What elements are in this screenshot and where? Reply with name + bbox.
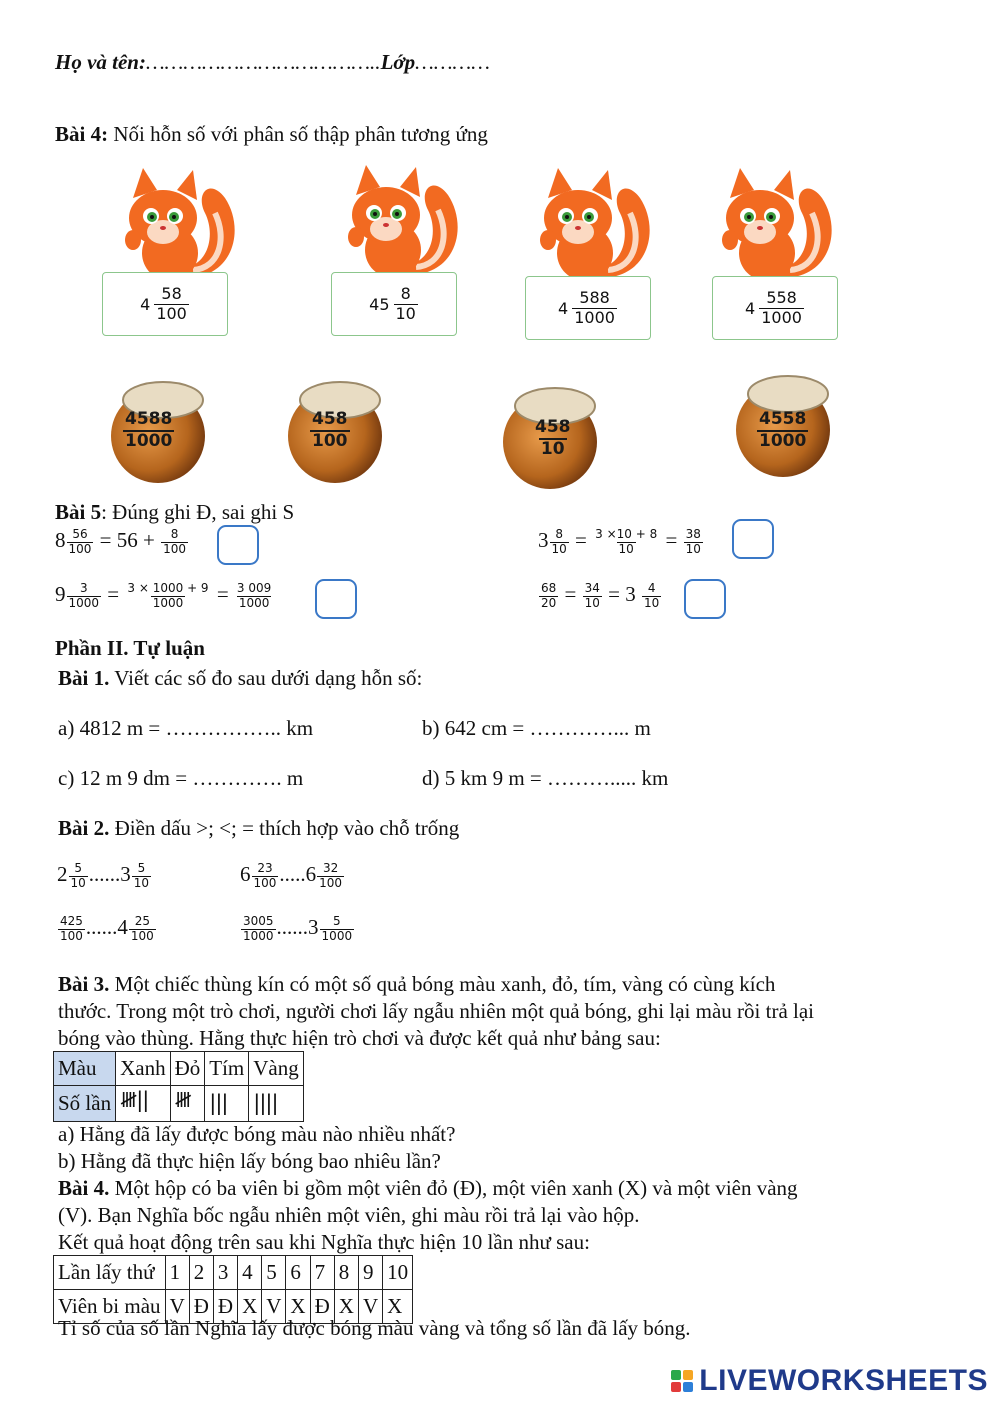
nut-num: 458: [535, 417, 571, 437]
nut-num: 4588: [125, 409, 173, 429]
cell: 3: [213, 1256, 237, 1290]
cell: X: [334, 1290, 358, 1324]
marble-table: [53, 1255, 413, 1324]
p3-line-2: thước. Trong một trò chơi, người chơi lấy ngẫu nhiên một quả bóng, ghi lại màu rồi trả lại: [58, 999, 814, 1023]
b5-expr-3: 9 $\frac{3}{1000}$ = $\frac{3 \times 1000 + 9}{1000}$ = $\frac{3 009}{1000}$: [55, 581, 272, 610]
p3-line-3: bóng vào thùng. Hằng thực hiện trò chơi và được kết quả như bảng sau:: [58, 1026, 661, 1050]
cell: 1: [165, 1256, 189, 1290]
mixed-card-2[interactable]: [331, 272, 457, 336]
squirrel-icon: [722, 168, 832, 281]
cell: 8: [334, 1256, 358, 1290]
b5-expr-2: 3 $\frac{8}{10}$ = $\frac{3 \times 10 + 8}{10}$ = $\frac{38}{10}$: [538, 527, 701, 556]
nut-den: 10: [540, 438, 565, 459]
card-den: 1000: [574, 307, 615, 327]
card-den: 100: [156, 303, 187, 323]
card-whole: 4: [558, 298, 569, 318]
p4-question: Tỉ số của số lần Nghĩa lấy được bóng màu vàng và tổng số lần đã lấy bóng.: [58, 1316, 691, 1340]
card-den: 1000: [761, 307, 802, 327]
nut-fraction-1[interactable]: [122, 410, 175, 451]
cell: 10: [383, 1256, 413, 1290]
cell-header: Màu: [54, 1052, 116, 1086]
cell-header: Số lần: [54, 1086, 116, 1122]
compare-3[interactable]: $\frac{425}{100}$ ......4 $\frac{25}{100}$: [60, 914, 154, 943]
cell: Tím: [205, 1052, 249, 1086]
name-dots[interactable]: ………………………………..: [145, 50, 381, 74]
p2-heading: Bài 2. Điền dấu >; <; = thích hợp vào chỗ trống: [58, 816, 460, 840]
b5-expr-4: $\frac{68}{20}$ = $\frac{34}{10}$ = 3 $\frac{4}{10}$: [541, 581, 660, 610]
cell: 5: [262, 1256, 286, 1290]
p1-item-b[interactable]: b) 642 cm = …………... m: [422, 716, 651, 740]
answer-box-1[interactable]: [217, 525, 259, 565]
card-whole: 4: [140, 294, 151, 314]
part2-title: Phần II. Tự luận: [55, 636, 205, 660]
cell-header: Lần lấy thứ: [54, 1256, 166, 1290]
logo-icon: [671, 1370, 693, 1392]
cell: Đỏ: [170, 1052, 205, 1086]
squirrel-icon: [348, 165, 458, 278]
mixed-card-1[interactable]: [102, 272, 228, 336]
cell: Đ: [213, 1290, 237, 1324]
squirrel-icon: [125, 168, 235, 281]
p4-line-2: (V). Bạn Nghĩa bốc ngẫu nhiên một viên, ghi màu rồi trả lại vào hộp.: [58, 1203, 640, 1227]
cell: 4: [238, 1256, 262, 1290]
squirrels: [0, 160, 1000, 285]
card-num: 8: [400, 284, 411, 304]
cell-header: Viên bi màu: [54, 1290, 166, 1324]
tally-cell: |||: [205, 1086, 249, 1122]
b4-instruction: Nối hỗn số với phân số thập phân tương ứng: [108, 122, 488, 146]
nut-num: 4558: [759, 409, 807, 429]
compare-4[interactable]: $\frac{3005}{1000}$ ......3 $\frac{5}{1000}$: [243, 914, 353, 943]
nut-den: 100: [312, 430, 348, 451]
p1-item-c[interactable]: c) 12 m 9 dm = …………. m: [58, 766, 304, 790]
cell: V: [165, 1290, 189, 1324]
cell: 7: [310, 1256, 334, 1290]
p1-item-d[interactable]: d) 5 km 9 m = ………..... km: [422, 766, 669, 790]
mixed-card-3[interactable]: [525, 276, 651, 340]
card-den: 10: [395, 303, 416, 323]
name-line: [55, 50, 490, 75]
p1-item-a[interactable]: a) 4812 m = …………….. km: [58, 716, 314, 740]
color-tally-table: [53, 1051, 304, 1122]
cell: Đ: [310, 1290, 334, 1324]
card-num: 588: [579, 288, 610, 308]
cell: 2: [189, 1256, 213, 1290]
b4-title: Bài 4:: [55, 122, 109, 146]
squirrel-icon: [540, 168, 650, 281]
nut-fraction-3[interactable]: [532, 418, 574, 459]
b5-heading: [55, 500, 294, 525]
cell: X: [286, 1290, 310, 1324]
card-num: 558: [766, 288, 797, 308]
cell: Xanh: [116, 1052, 171, 1086]
p3-question-a: a) Hằng đã lấy được bóng màu nào nhiều nhất?: [58, 1122, 456, 1146]
cell: X: [383, 1290, 413, 1324]
class-label: Lớp: [380, 50, 416, 74]
class-dots[interactable]: …………: [415, 50, 490, 74]
cell: 6: [286, 1256, 310, 1290]
nut-fraction-4[interactable]: [756, 410, 809, 451]
b5-instruction: : Đúng ghi Đ, sai ghi S: [101, 500, 295, 524]
card-whole: 45: [369, 294, 390, 314]
nut-den: 1000: [125, 430, 173, 451]
b5-expr-1: 8 $\frac{56}{100}$ = 56 + $\frac{8}{100}$: [55, 527, 186, 556]
tally-cell: 𝍸||: [116, 1086, 171, 1122]
compare-1[interactable]: 2 $\frac{5}{10}$ ......3 $\frac{5}{10}$: [57, 861, 150, 890]
cell: V: [358, 1290, 382, 1324]
answer-box-3[interactable]: [315, 579, 357, 619]
cell: V: [262, 1290, 286, 1324]
b4-heading: [55, 122, 488, 147]
name-label: Họ và tên:: [55, 50, 146, 74]
answer-box-2[interactable]: [732, 519, 774, 559]
cell: Đ: [189, 1290, 213, 1324]
tally-cell: ||||: [249, 1086, 304, 1122]
card-num: 58: [161, 284, 182, 304]
nut-num: 458: [312, 409, 348, 429]
nut-fraction-2[interactable]: [309, 410, 351, 451]
answer-box-4[interactable]: [684, 579, 726, 619]
b5-title: Bài 5: [55, 500, 102, 524]
compare-2[interactable]: 6 $\frac{23}{100}$ .....6 $\frac{32}{100}$: [240, 861, 343, 890]
cell: X: [238, 1290, 262, 1324]
tally-cell: 𝍸: [170, 1086, 205, 1122]
p4-line-1: Bài 4. Một hộp có ba viên bi gồm một viên đỏ (Đ), một viên xanh (X) và một viên vàng: [58, 1176, 798, 1200]
cell: Vàng: [249, 1052, 304, 1086]
logo-text: LIVEWORKSHEETS: [699, 1364, 988, 1397]
p3-question-b: b) Hằng đã thực hiện lấy bóng bao nhiêu lần?: [58, 1149, 441, 1173]
p4-line-3: Kết quả hoạt động trên sau khi Nghĩa thực hiện 10 lần như sau:: [58, 1230, 590, 1254]
p3-line-1: Bài 3. Một chiếc thùng kín có một số quả bóng màu xanh, đỏ, tím, vàng có cùng kích: [58, 972, 776, 996]
liveworksheets-logo: [671, 1364, 988, 1398]
nut-den: 1000: [759, 430, 807, 451]
mixed-card-4[interactable]: [712, 276, 838, 340]
cell: 9: [358, 1256, 382, 1290]
card-whole: 4: [745, 298, 756, 318]
p1-heading: Bài 1. Viết các số đo sau dưới dạng hỗn số:: [58, 666, 423, 690]
